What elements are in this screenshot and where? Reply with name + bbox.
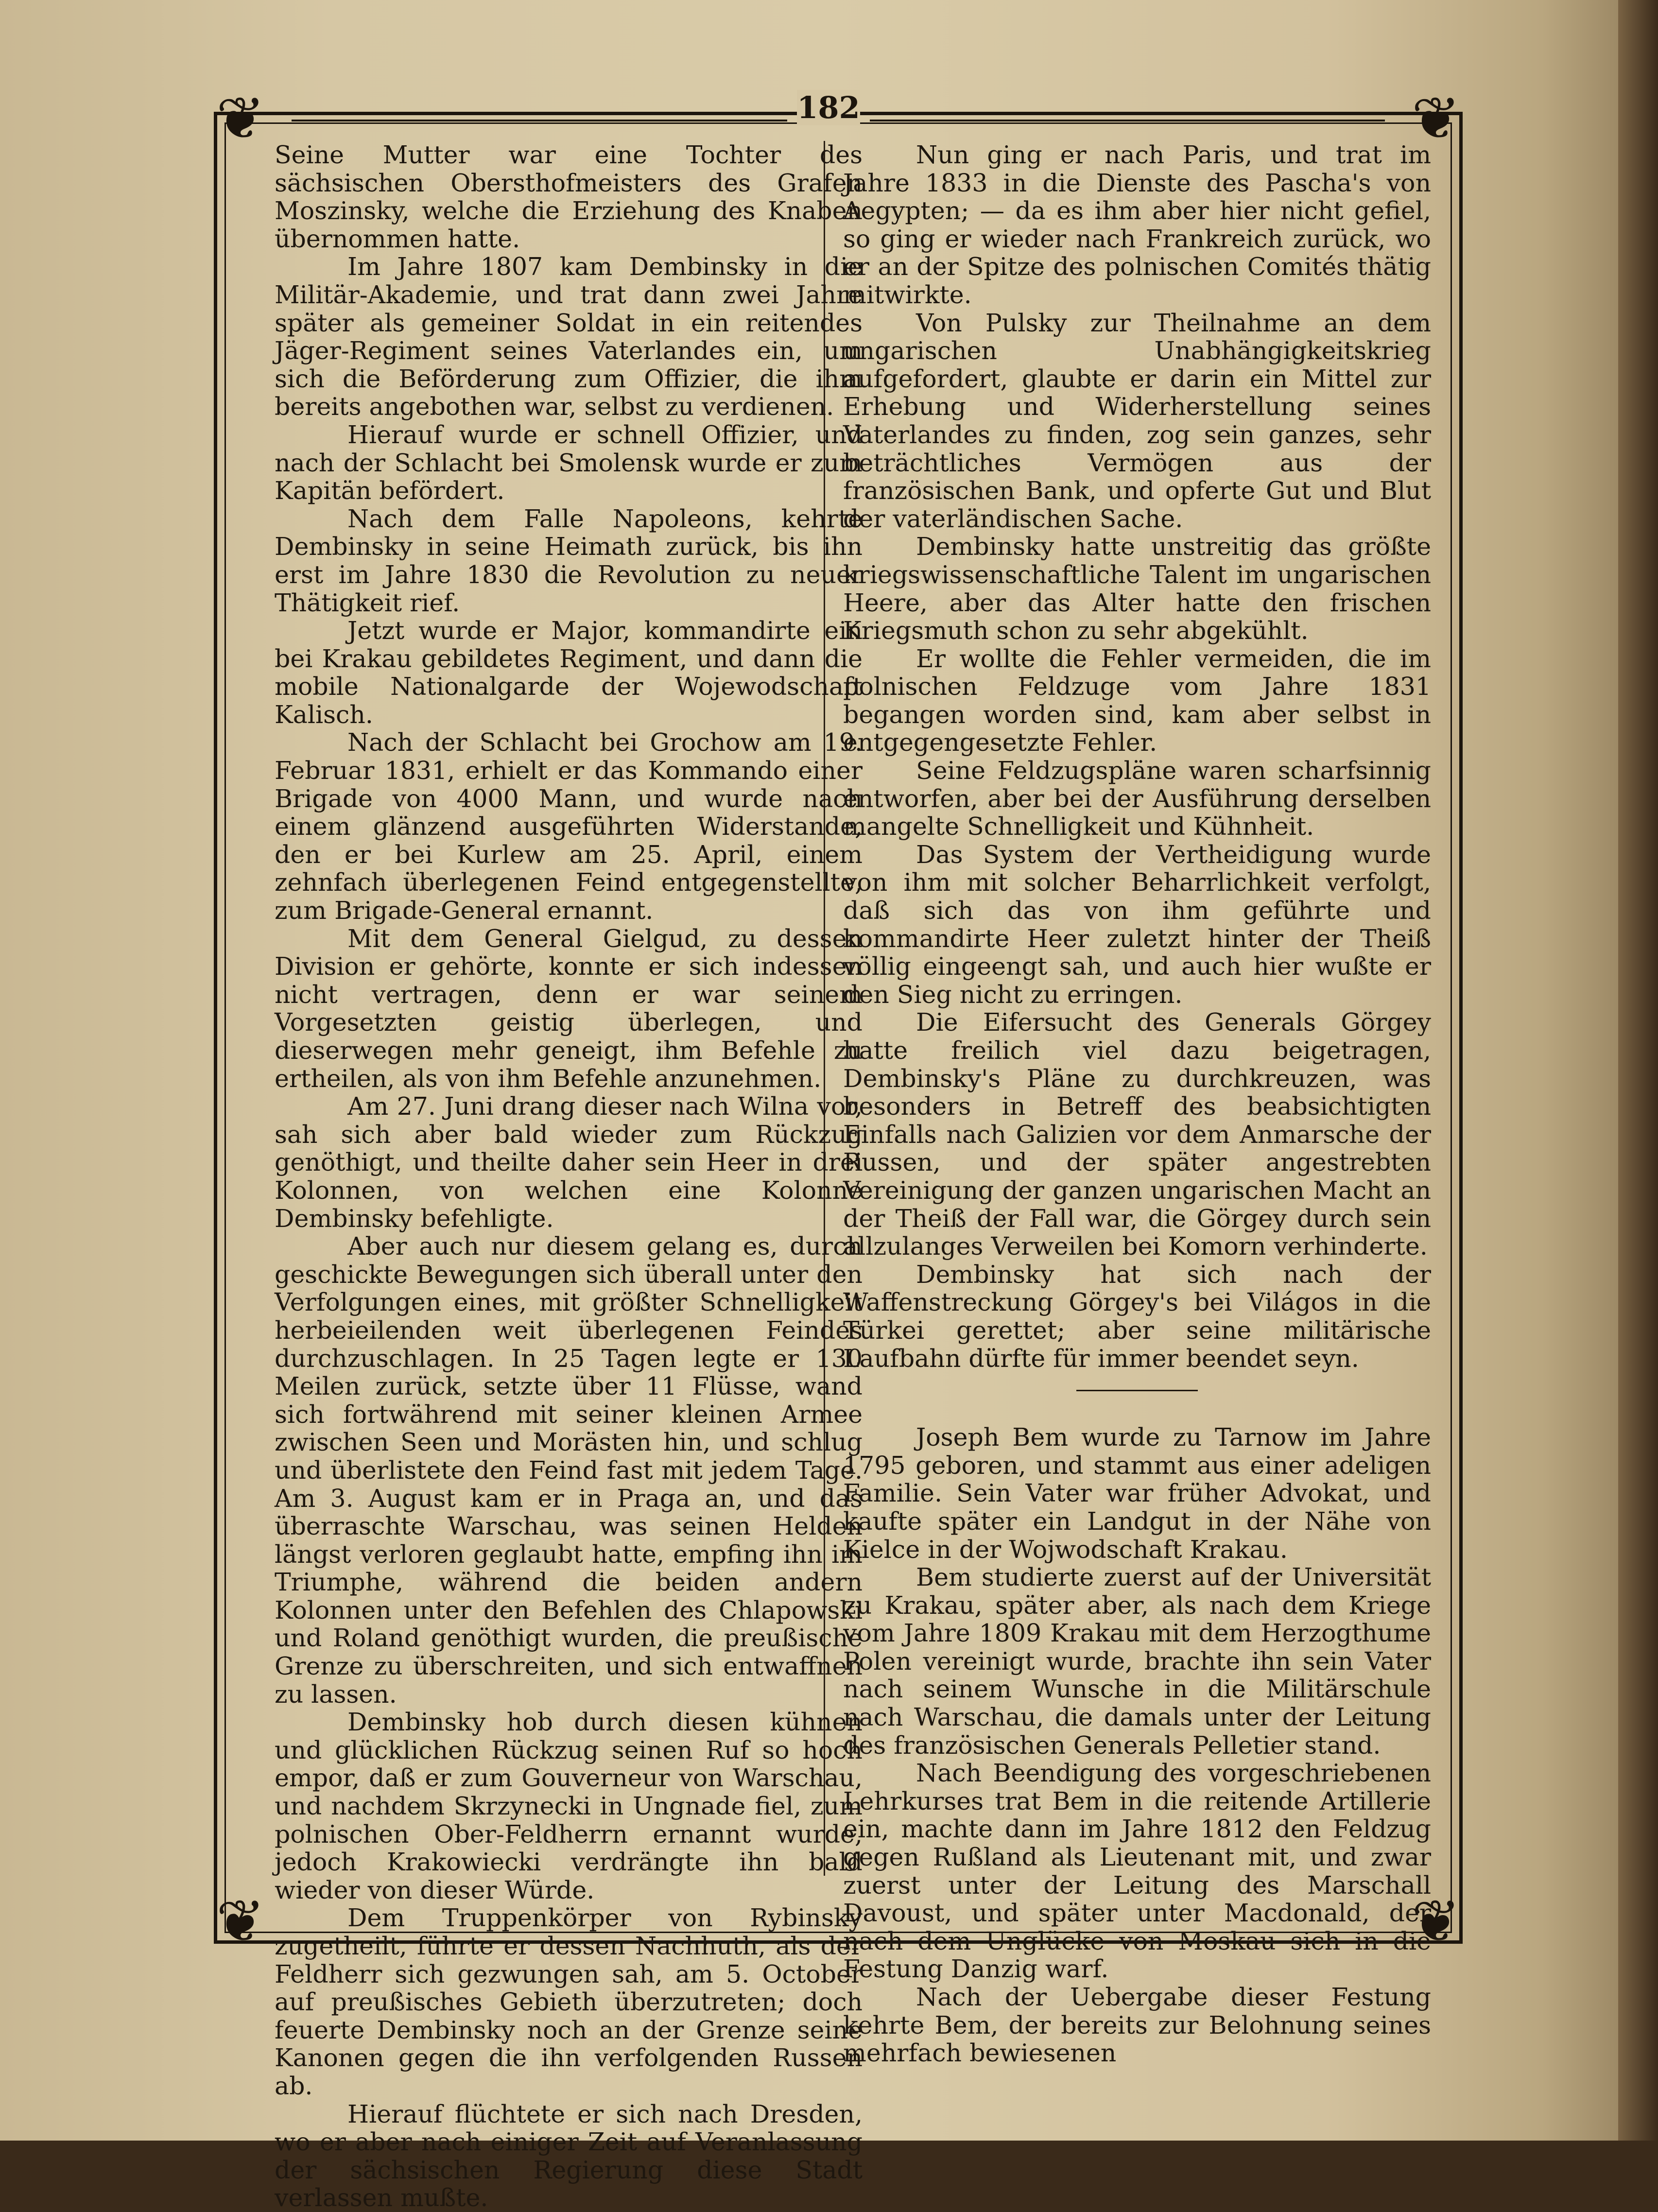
section-separator [1076,1390,1198,1391]
paragraph: Die Eifersucht des Generals Görgey hatte freilich viel dazu beigetragen, Dembinsky's Pläne zu durchkreuzen, was besonders in Betreff des beabsichtigten Einfalls nach Galizien vor dem Anmarsche der Russen, und der später angestrebten Vereinigung der ganzen ungarischen Macht an der Theiß der Fall war, die Görgey durch sein allzulanges Verweilen bei Komorn verhinderte. [843,1008,1431,1261]
paragraph: Am 27. Juni drang dieser nach Wilna vor, sah sich aber bald wieder zum Rückzug genöthigt, und theilte daher sein Heer in drei Kolonnen, von welchen eine Kolonne Dembinsky befehligte. [275,1092,863,1233]
paragraph: Dembinsky hat sich nach der Waffenstreckung Görgey's bei Világos in die Türkei gerettet; aber seine militärische Laufbahn dürfte für immer beendet seyn. [843,1260,1431,1373]
paragraph: Dem Truppenkörper von Rybinsky zugetheilt, führte er dessen Nachhuth, als der Feldherr sich gezwungen sah, am 5. October auf preußisches Gebieth überzutreten; doch feuerte Dembinsky noch an der Grenze seine Kanonen gegen die ihn verfolgenden Russen ab. [275,1903,863,2100]
paragraph: Aber auch nur diesem gelang es, durch geschickte Bewegungen sich überall unter den Verfolgungen eines, mit größter Schnelligkeit herbeieilenden weit überlegenen Feindes durchzuschlagen. In 25 Tagen legte er 130 Meilen zurück, setzte über 11 Flüsse, wand sich fortwährend mit seiner kleinen Armee zwischen Seen und Morästen hin, und schlug und überlistete den Feind fast mit jedem Tage. Am 3. August kam er in Praga an, und das überraschte Warschau, was seinen Helden längst verloren geglaubt hatte, empfing ihn im Triumphe, während die beiden andern Kolonnen unter den Befehlen des Chlapowski und Roland genöthigt wurden, die preußische Grenze zu überschreiten, und sich entwaffnen zu lassen. [275,1232,863,1709]
paragraph: Mit dem General Gielgud, zu dessen Division er gehörte, konnte er sich indessen nicht vertragen, denn er war seinem Vorgesetzten geistig überlegen, und dieserwegen mehr geneigt, ihm Befehle zu ertheilen, als von ihm Befehle anzunehmen. [275,924,863,1093]
paragraph: Dembinsky hob durch diesen kühnen und glücklichen Rückzug seinen Ruf so hoch empor, daß er zum Gouverneur von Warschau, und nachdem Skrzynecki in Ungnade fiel, zum polnischen Ober-Feldherrn ernannt wurde, jedoch Krakowiecki verdrängte ihn bald wieder von dieser Würde. [275,1708,863,1904]
corner-ornament-top-left-icon: ❦ [216,85,265,153]
paragraph: Nun ging er nach Paris, und trat im Jahre 1833 in die Dienste des Pascha's von Aegypten; — da es ihm aber hier nicht gefiel, so ging er wieder nach Frankreich zurück, wo er an der Spitze des polnischen Comités thätig mitwirkte. [843,140,1431,309]
header-rule-right [870,113,1385,121]
paragraph: Nach Beendigung des vorgeschriebenen Lehrkurses trat Bem in die reitende Artillerie ein, machte dann im Jahre 1812 den Feldzug gegen Rußland als Lieutenant mit, und zwar zuerst unter der Leitung des Marschall Davoust, und später unter Macdonald, der nach dem Unglücke von Moskau sich in die Festung Danzig warf. [843,1759,1431,1984]
header-rule-left [292,113,787,121]
corner-ornament-top-right-icon: ❦ [1411,85,1461,153]
paragraph: Nach dem Falle Napoleons, kehrte Dembinsky in seine Heimath zurück, bis ihn erst im Jahre 1830 die Revolution zu neuer Thätigkeit rief. [275,504,863,617]
left-column [275,140,863,2212]
binding-gutter [1618,0,1658,2141]
page-number: 182 [797,90,860,125]
right-column [843,140,1431,2068]
paragraph: Bem studierte zuerst auf der Universität zu Krakau, später aber, als nach dem Kriege vom Jahre 1809 Krakau mit dem Herzogthume Polen vereinigt wurde, brachte ihn sein Vater nach seinem Wunsche in die Militärschule nach Warschau, die damals unter der Leitung des französischen Generals Pelletier stand. [843,1563,1431,1760]
paragraph: Dembinsky hatte unstreitig das größte kriegswissenschaftliche Talent im ungarischen Heere, aber das Alter hatte den frischen Kriegsmuth schon zu sehr abgekühlt. [843,532,1431,645]
paragraph: Im Jahre 1807 kam Dembinsky in die Militär-Akademie, und trat dann zwei Jahre später als gemeiner Soldat in ein reitendes Jäger-Regiment seines Vaterlandes ein, um sich die Beförderung zum Offizier, die ihm bereits angebothen war, selbst zu verdienen. [275,252,863,421]
paragraph: Jetzt wurde er Major, kommandirte ein bei Krakau gebildetes Regiment, und dann die mobile Nationalgarde der Wojewodschaft Kalisch. [275,616,863,729]
paragraph: Hierauf wurde er schnell Offizier, und nach der Schlacht bei Smolensk wurde er zum Kapitän befördert. [275,420,863,505]
paragraph: Von Pulsky zur Theilnahme an dem ungarischen Unabhängigkeitskrieg aufgefordert, glaubte er darin ein Mittel zur Erhebung und Widerherstellung seines Vaterlandes zu finden, zog sein ganzes, sehr beträchtliches Vermögen aus der französischen Bank, und opferte Gut und Blut der vaterländischen Sache. [843,308,1431,533]
paragraph: Nach der Uebergabe dieser Festung kehrte Bem, der bereits zur Belohnung seines mehrfach bewiesenen [843,1983,1431,2068]
paragraph: Das System der Vertheidigung wurde von ihm mit solcher Beharrlichkeit verfolgt, daß sich das von ihm geführte und kommandirte Heer zuletzt hinter der Theiß völlig eingeengt sah, und auch hier wußte er den Sieg nicht zu erringen. [843,840,1431,1009]
corner-ornament-bottom-left-icon: ❦ [216,1888,265,1955]
paragraph: Nach der Schlacht bei Grochow am 19. Februar 1831, erhielt er das Kommando einer Brigade von 4000 Mann, und wurde nach einem glänzend ausgeführten Widerstande, den er bei Kurlew am 25. April, einem zehnfach überlegenen Feind entgegenstellte, zum Brigade-General ernannt. [275,728,863,925]
paragraph: Seine Feldzugspläne waren scharfsinnig entworfen, aber bei der Ausführung derselben mangelte Schnelligkeit und Kühnheit. [843,756,1431,841]
paragraph: Seine Mutter war eine Tochter des sächsischen Obersthofmeisters des Grafen Moszinsky, welche die Erziehung des Knaben übernommen hatte. [275,140,863,253]
paragraph: Er wollte die Fehler vermeiden, die im polnischen Feldzuge vom Jahre 1831 begangen worden sind, kam aber selbst in entgegengesetzte Fehler. [843,644,1431,757]
corner-ornament-bottom-right-icon: ❦ [1411,1888,1461,1955]
paragraph: Hierauf flüchtete er sich nach Dresden, wo er aber nach einiger Zeit auf Veranlassung der sächsischen Regierung diese Stadt verlassen mußte. [275,2099,863,2212]
paragraph: Joseph Bem wurde zu Tarnow im Jahre 1795 geboren, und stammt aus einer adeligen Familie. Sein Vater war früher Advokat, und kaufte später ein Landgut in der Nähe von Kielce in der Wojwodschaft Krakau. [843,1423,1431,1564]
